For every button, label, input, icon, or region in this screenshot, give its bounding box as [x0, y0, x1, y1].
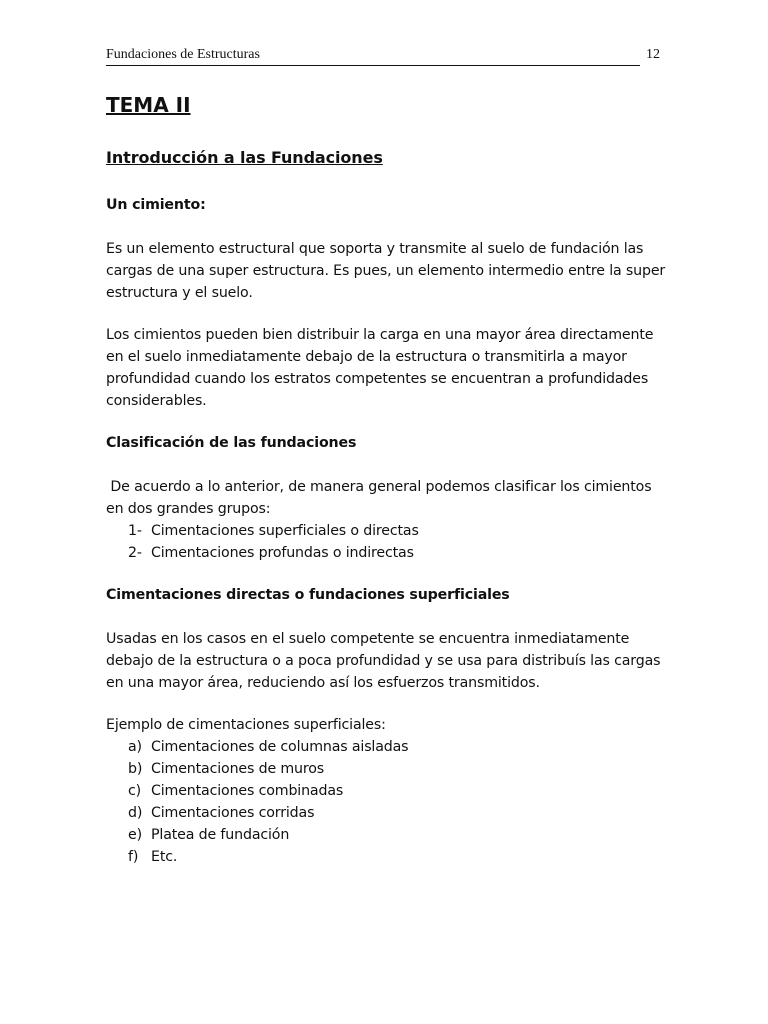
section-heading-cimiento: Un cimiento:	[106, 197, 206, 213]
list-marker: e)	[128, 827, 142, 843]
list-item-text: Cimentaciones de muros	[151, 761, 325, 777]
list-item-text: Cimentaciones combinadas	[151, 783, 344, 799]
list-marker: c)	[128, 783, 142, 799]
examples-list	[106, 736, 666, 868]
section-heading-directas: Cimentaciones directas o fundaciones superficiales	[106, 587, 510, 603]
section-heading-clasificacion: Clasificación de las fundaciones	[106, 435, 357, 451]
running-header	[106, 45, 640, 66]
paragraph-classification: De acuerdo a lo anterior, de manera general podemos clasificar los cimientos en dos grandes grupos:	[106, 479, 656, 517]
chapter-title: Introducción a las Fundaciones	[106, 148, 383, 167]
list-marker: 1-	[128, 523, 142, 539]
list-item	[106, 520, 666, 542]
examples-intro: Ejemplo de cimentaciones superficiales:	[106, 717, 386, 733]
list-marker: a)	[128, 739, 142, 755]
list-item	[106, 846, 666, 868]
list-item	[106, 542, 666, 564]
paragraph-definition: Es un elemento estructural que soporta y transmite al suelo de fundación las cargas de una super estructura. Es pues, un elemento intermedio entre la super estructura y el suelo.	[106, 241, 666, 301]
list-item	[106, 736, 666, 758]
header-title: Fundaciones de Estructuras	[106, 47, 260, 62]
list-item	[106, 824, 666, 846]
page-number: 12	[646, 47, 660, 62]
list-item-text: Cimentaciones corridas	[151, 805, 315, 821]
document-body	[106, 92, 666, 868]
list-marker: f)	[128, 849, 139, 865]
list-item-text: Platea de fundación	[151, 827, 290, 843]
list-item-text: Cimentaciones de columnas aisladas	[151, 739, 409, 755]
groups-list	[106, 520, 666, 564]
list-item-text: Cimentaciones profundas o indirectas	[151, 545, 414, 561]
paragraph-distribution: Los cimientos pueden bien distribuir la carga en una mayor área directamente en el suelo inmediatamente debajo de la estructura o transmitirla a mayor profundidad cuando los estratos competentes se encuentran a profundidades considerables.	[106, 327, 654, 409]
chapter-heading: TEMA II	[106, 93, 191, 117]
paragraph-directas: Usadas en los casos en el suelo competente se encuentra inmediatamente debajo de la estructura o a poca profundidad y se usa para distribuís las cargas en una mayor área, reduciendo así los esfuerzos transmitidos.	[106, 631, 661, 691]
list-item-text: Cimentaciones superficiales o directas	[151, 523, 419, 539]
list-marker: b)	[128, 761, 143, 777]
list-marker: 2-	[128, 545, 142, 561]
list-item	[106, 802, 666, 824]
list-item-text: Etc.	[151, 849, 178, 865]
list-item	[106, 758, 666, 780]
list-item	[106, 780, 666, 802]
list-marker: d)	[128, 805, 143, 821]
